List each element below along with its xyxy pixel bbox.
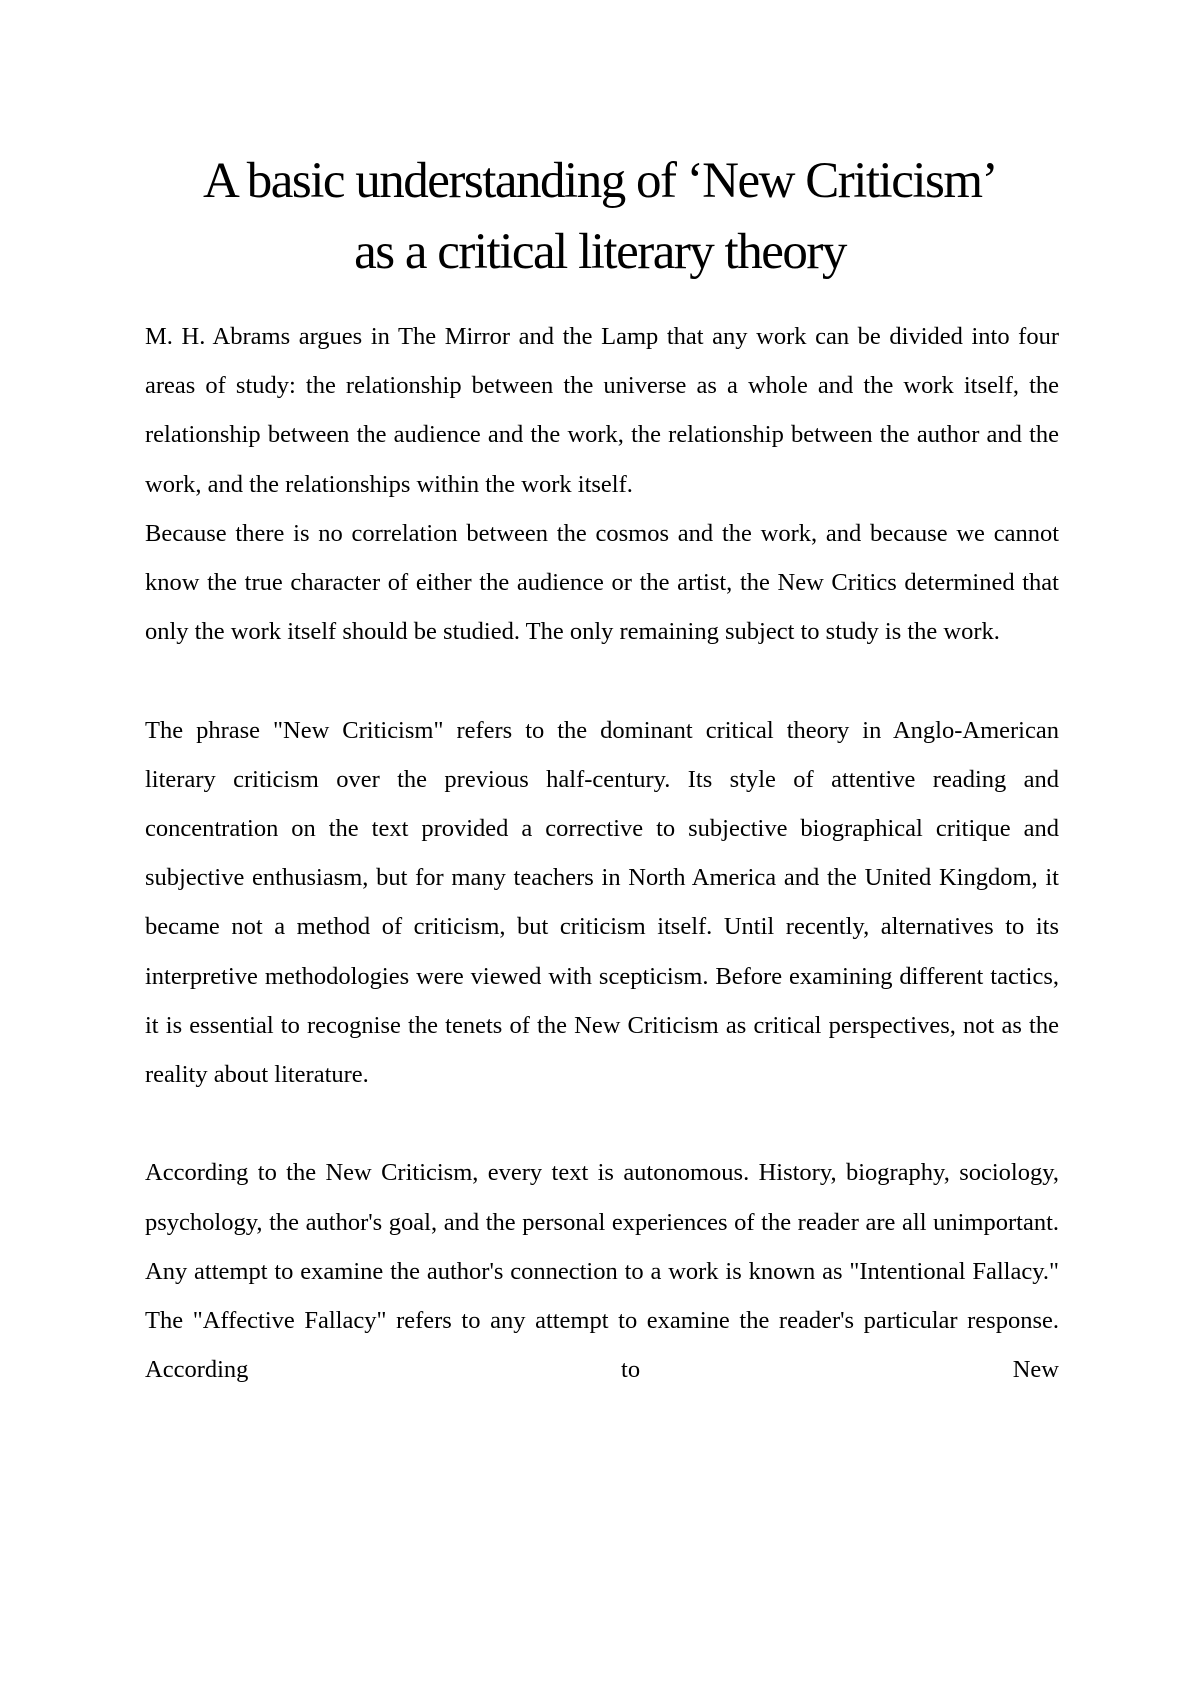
paragraph-definition: The phrase "New Criticism" refers to the dominant critical theory in Anglo-American literary criticism over the previous half-century. Its style of attentive reading and concentration on the text provided a corrective to subjective biographical critique and subjective enthusiasm, but for many teachers in North America and the United Kingdom, it became not a method of criticism, but criticism itself. Until recently, alternatives to its interpretive methodologies were viewed with scepticism. Before examining different tactics, it is essential to recognise the tenets of the New Criticism as critical perspectives, not as the reality about literature. [145,716,1059,1089]
document-title [100,146,1100,288]
title-line-1: A basic understanding of ‘New Criticism’ [202,153,998,209]
document-body [145,312,1059,1394]
paragraph-abrams: M. H. Abrams argues in The Mirror and the Lamp that any work can be divided into four areas of study: the relationship between the universe as a whole and the work itself, the relationship between the audience and the work, the relationship between the author and the work, and the relationships within the work itself. [145,323,1059,498]
paragraph-new-critics: Because there is no correlation between the cosmos and the work, and because we cannot know the true character of either the audience or the artist, the New Critics determined that only the work itself should be studied. The only remaining subject to study is the work. [145,519,1059,646]
title-line-2: as a critical literary theory [354,224,846,280]
paragraph-spacer [145,656,1059,705]
paragraph-autonomy: According to the New Criticism, every text is autonomous. History, biography, sociology, psychology, the author's goal, and the personal experiences of the reader are all unimportant. Any attempt to examine the author's connection to a work is known as "Intentional Fallacy." The "Affective Fallacy" refers to any attempt to examine the reader's particular response. According to New [145,1159,1059,1384]
paragraph-spacer [145,1099,1059,1148]
